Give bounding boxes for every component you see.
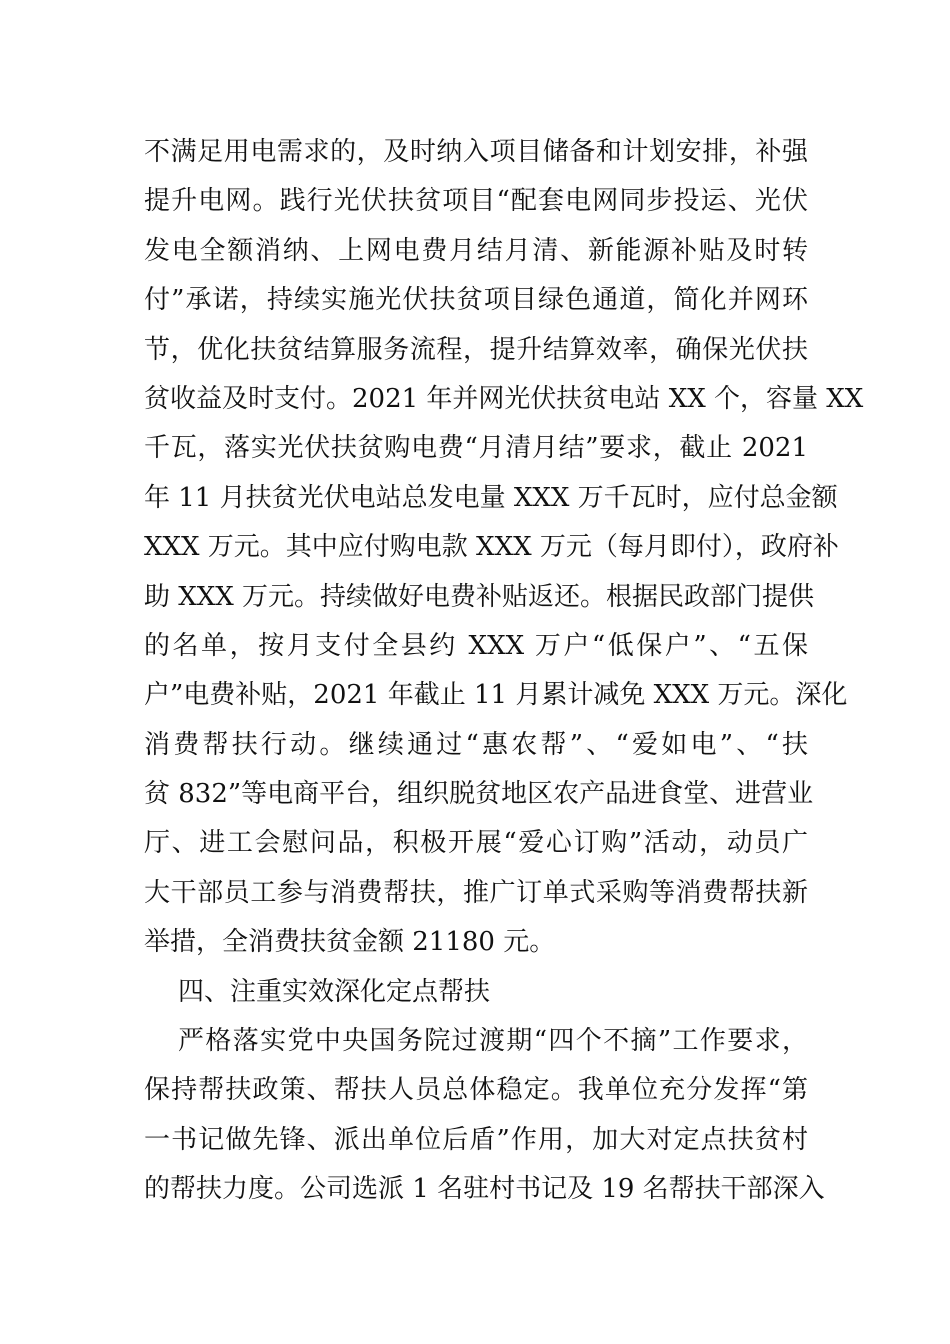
body-line: 严格落实党中央国务院过渡期“四个不摘”工作要求，	[178, 1026, 808, 1057]
body-line: 保持帮扶政策、帮扶人员总体稳定。我单位充分发挥“第	[144, 1075, 808, 1106]
section-heading: 四、注重实效深化定点帮扶	[178, 976, 491, 1007]
body-line: 不满足用电需求的，及时纳入项目储备和计划安排，补强	[144, 137, 808, 167]
body-line: 付”承诺，持续实施光伏扶贫项目绿色通道，简化并网环	[144, 285, 808, 316]
body-line: XXX 万元。其中应付购电款 XXX 万元（每月即付），政府补	[144, 532, 839, 563]
body-line: 户”电费补贴，2021 年截止 11 月累计减免 XXX 万元。深化	[144, 680, 848, 711]
body-line: 举措，全消费扶贫金额 21180 元。	[144, 927, 556, 958]
body-line: 厅、进工会慰问品，积极开展“爱心订购”活动，动员广	[144, 828, 808, 859]
body-line: 贫 832”等电商平台，组织脱贫地区农产品进食堂、进营业	[144, 779, 814, 810]
body-line: 千瓦，落实光伏扶贫购电费“月清月结”要求，截止 2021	[144, 433, 808, 464]
body-line: 发电全额消纳、上网电费月结月清、新能源补贴及时转	[144, 235, 808, 266]
body-line: 助 XXX 万元。持续做好电费补贴返还。根据民政部门提供	[144, 581, 815, 612]
body-line: 的帮扶力度。公司选派 1 名驻村书记及 19 名帮扶干部深入	[144, 1174, 825, 1205]
body-line: 的名单，按月支付全县约 XXX 万户“低保户”、“五保	[144, 630, 808, 661]
body-line: 一书记做先锋、派出单位后盾”作用，加大对定点扶贫村	[144, 1124, 808, 1155]
body-line: 贫收益及时支付。2021 年并网光伏扶贫电站 XX 个，容量 XX	[144, 383, 864, 414]
body-line: 大干部员工参与消费帮扶，推广订单式采购等消费帮扶新	[144, 877, 808, 908]
body-line: 消费帮扶行动。继续通过“惠农帮”、“爱如电”、“扶	[144, 729, 808, 760]
body-line: 年 11 月扶贫光伏电站总发电量 XXX 万千瓦时，应付总金额	[144, 482, 838, 513]
document-body	[144, 128, 864, 1215]
body-line: 提升电网。践行光伏扶贫项目“配套电网同步投运、光伏	[144, 186, 808, 217]
body-line: 节，优化扶贫结算服务流程，提升结算效率，确保光伏扶	[144, 334, 808, 365]
